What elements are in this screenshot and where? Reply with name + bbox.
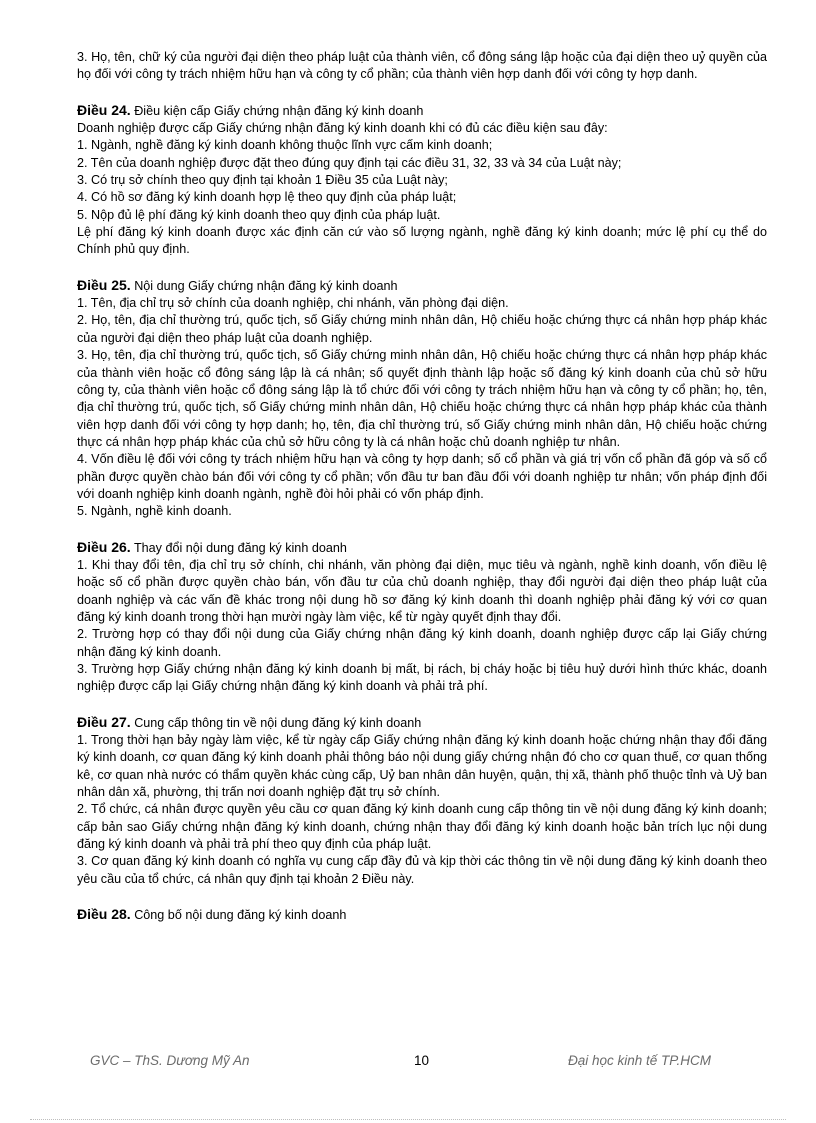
page-bottom-divider	[30, 1119, 786, 1120]
page-number: 10	[414, 1053, 430, 1068]
article-paragraph: Doanh nghiệp được cấp Giấy chứng nhận đăng ký kinh doanh khi có đủ các điều kiện sau đây:	[77, 121, 608, 136]
article-heading	[77, 714, 767, 732]
article-paragraph: 1. Trong thời hạn bảy ngày làm việc, kể từ ngày cấp Giấy chứng nhận đăng ký kinh doanh hoặc chứng nhận thay đổi đăng ký kinh doanh, cơ quan đăng ký kinh doanh phải thông báo nội dung giấy chứng nhận đó cho cơ quan thuế, cơ quan thống kê, cơ quan nhà nước có thẩm quyền khác cùng cấp, Uỷ ban nhân dân huyện, quận, thị xã, thành phố thuộc tỉnh và Uỷ ban nhân dân xã, phường, thị trấn nơi doanh nghiệp đặt trụ sở chính.	[77, 733, 767, 800]
footer-author: GVC – ThS. Dương Mỹ An	[90, 1053, 250, 1068]
article-label: Điều 26.	[77, 538, 131, 555]
article-title: Công bố nội dung đăng ký kinh doanh	[134, 908, 347, 923]
footer-institution: Đại học kinh tế TP.HCM	[568, 1053, 712, 1068]
article-title: Cung cấp thông tin về nội dung đăng ký kinh doanh	[134, 715, 422, 730]
intro-paragraph: 3. Họ, tên, chữ ký của người đại diện theo pháp luật của thành viên, cổ đông sáng lập hoặc của đại diện theo uỷ quyền của họ đối với công ty trách nhiệm hữu hạn và công ty cổ phần; của thành viên hợp danh đối với công ty hợp danh.	[77, 50, 767, 82]
article-title: Điều kiện cấp Giấy chứng nhận đăng ký kinh doanh	[134, 103, 424, 118]
article-paragraph: 2. Trường hợp có thay đổi nội dung của Giấy chứng nhận đăng ký kinh doanh, doanh nghiệp được cấp lại Giấy chứng nhận đăng ký kinh doanh.	[77, 627, 767, 659]
article-26	[77, 539, 767, 696]
article-heading	[77, 906, 767, 924]
article-paragraph: 3. Trường hợp Giấy chứng nhận đăng ký kinh doanh bị mất, bị rách, bị cháy hoặc bị tiêu huỷ dưới hình thức khác, doanh nghiệp được cấp lại Giấy chứng nhận đăng ký kinh doanh và phải trả phí.	[77, 662, 767, 694]
article-25	[77, 277, 767, 521]
article-label: Điều 28.	[77, 906, 131, 923]
article-title: Thay đổi nội dung đăng ký kinh doanh	[133, 540, 347, 555]
article-paragraph: 3. Cơ quan đăng ký kinh doanh có nghĩa vụ cung cấp đầy đủ và kịp thời các thông tin về nội dung đăng ký kinh doanh theo yêu cầu của tổ chức, cá nhân quy định tại khoản 2 Điều này.	[77, 854, 767, 886]
article-paragraph: 3. Họ, tên, địa chỉ thường trú, quốc tịch, số Giấy chứng minh nhân dân, Hộ chiếu hoặc chứng thực cá nhân hợp pháp khác của thành viên hoặc cổ đông sáng lập là cá nhân; số quyết định thành lập hoặc số đăng ký kinh doanh của chủ sở hữu công ty, của thành viên hoặc cổ đông sáng lập là tổ chức đối với công ty trách nhiệm hữu hạn và công ty cổ phần; họ, tên, địa chỉ thường trú, quốc tịch, số Giấy chứng minh nhân dân, Hộ chiếu hoặc chứng thực cá nhân hợp pháp khác của thành viên hợp danh đối với công ty hợp danh; họ, tên, địa chỉ thường trú, số Giấy chứng minh nhân dân, Hộ chiếu hoặc chứng thực cá nhân hợp pháp khác của chủ sở hữu công ty là cá nhân hoặc chủ doanh nghiệp tư nhân.	[77, 348, 767, 449]
document-body	[77, 49, 767, 924]
article-paragraph: 1. Tên, địa chỉ trụ sở chính của doanh nghiệp, chi nhánh, văn phòng đại diện.	[77, 296, 509, 311]
article-paragraph: 5. Nộp đủ lệ phí đăng ký kinh doanh theo quy định của pháp luật.	[77, 207, 441, 222]
article-label: Điều 27.	[77, 713, 131, 730]
article-28	[77, 906, 767, 924]
article-paragraph: Lệ phí đăng ký kinh doanh được xác định căn cứ vào số lượng ngành, nghề đăng ký kinh doanh; mức lệ phí cụ thể do Chính phủ quy định.	[77, 225, 767, 257]
article-heading	[77, 277, 767, 295]
article-label: Điều 25.	[77, 276, 131, 293]
article-paragraph: 4. Có hồ sơ đăng ký kinh doanh hợp lệ theo quy định của pháp luật;	[77, 190, 457, 205]
article-paragraph: 2. Tên của doanh nghiệp được đặt theo đúng quy định tại các điều 31, 32, 33 và 34 của Luật này;	[77, 155, 622, 170]
article-heading	[77, 539, 767, 557]
article-paragraph: 4. Vốn điều lệ đối với công ty trách nhiệm hữu hạn và công ty hợp danh; số cổ phần và giá trị vốn cổ phần đã góp và số cổ phần được quyền chào bán đối với công ty cổ phần; vốn đầu tư ban đầu đối với doanh nghiệp tư nhân; vốn pháp định đối với doanh nghiệp kinh doanh ngành, nghề đòi hỏi phải có vốn pháp định.	[77, 452, 767, 501]
article-title: Nội dung Giấy chứng nhận đăng ký kinh doanh	[134, 278, 398, 293]
article-heading	[77, 102, 767, 120]
page-footer	[0, 1053, 816, 1075]
article-paragraph: 1. Ngành, nghề đăng ký kinh doanh không thuộc lĩnh vực cấm kinh doanh;	[77, 138, 493, 153]
article-paragraph: 2. Họ, tên, địa chỉ thường trú, quốc tịch, số Giấy chứng minh nhân dân, Hộ chiếu hoặc chứng thực cá nhân hợp pháp khác của người đại diện theo pháp luật của doanh nghiệp.	[77, 313, 767, 345]
article-label: Điều 24.	[77, 101, 131, 118]
article-paragraph: 3. Có trụ sở chính theo quy định tại khoản 1 Điều 35 của Luật này;	[77, 173, 448, 188]
article-24	[77, 102, 767, 259]
article-paragraph: 2. Tổ chức, cá nhân được quyền yêu cầu cơ quan đăng ký kinh doanh cung cấp thông tin về nội dung đăng ký kinh doanh; cấp bản sao Giấy chứng nhận đăng ký kinh doanh, chứng nhận thay đổi đăng ký kinh doanh hoặc bản trích lục nội dung đăng ký kinh doanh và phải trả phí theo quy định của pháp luật.	[77, 802, 767, 852]
article-paragraph: 1. Khi thay đổi tên, địa chỉ trụ sở chính, chi nhánh, văn phòng đại diện, mục tiêu và ngành, nghề kinh doanh, vốn điều lệ hoặc số cổ phần được quyền chào bán, vốn đầu tư của chủ doanh nghiệp, thay đổi người đại diện theo pháp luật của doanh nghiệp và các vấn đề khác trong nội dung hồ sơ đăng ký kinh doanh thì doanh nghiệp phải đăng ký với cơ quan đăng ký kinh doanh trong thời hạn mười ngày làm việc, kể từ ngày quyết định thay đổi.	[77, 557, 767, 624]
article-27	[77, 714, 767, 888]
article-paragraph: 5. Ngành, nghề kinh doanh.	[77, 504, 232, 519]
